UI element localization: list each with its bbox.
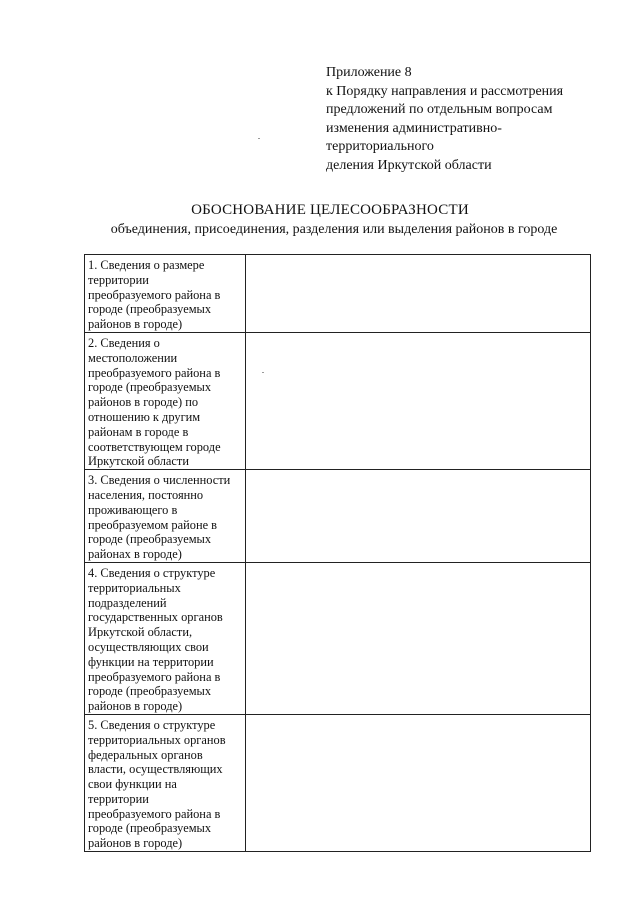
row-value-cell	[246, 255, 591, 333]
row-label-line: проживающего в	[88, 502, 178, 517]
row-label-cell	[85, 562, 246, 714]
row-label-line: подразделений	[88, 595, 167, 610]
table-row	[85, 562, 591, 714]
table-row	[85, 470, 591, 563]
row-label-line: государственных органов	[88, 610, 223, 625]
table-row	[85, 714, 591, 851]
row-label-line: 5. Сведения о структуре	[88, 717, 216, 732]
row-label-line: городе (преобразуемых	[88, 821, 212, 836]
appendix-line: к Порядку направления и рассмотрения	[326, 83, 564, 99]
row-label-line: районах в городе)	[88, 547, 182, 562]
row-label-line: городе (преобразуемых	[88, 684, 212, 699]
row-label-line: отношению к другим	[88, 409, 201, 424]
appendix-line: деления Иркутской области	[326, 157, 492, 173]
row-label-line: соответствующем городе	[88, 439, 221, 454]
appendix-header	[326, 64, 626, 176]
row-label-line: 2. Сведения о	[88, 335, 160, 350]
row-label-line: районов в городе)	[88, 699, 183, 714]
row-label-line: территориальных органов	[88, 732, 226, 747]
row-label-line: преобразуемого района в	[88, 669, 221, 684]
row-value-cell	[246, 470, 591, 563]
row-value-cell	[246, 714, 591, 851]
row-label-cell	[85, 470, 246, 563]
scan-speck	[262, 372, 264, 373]
row-label-line: осуществляющих свои	[88, 639, 209, 654]
table-row	[85, 255, 591, 333]
row-label-line: районам в городе в	[88, 424, 189, 439]
row-label-line: 3. Сведения о численности	[88, 473, 231, 488]
row-label-line: федеральных органов	[88, 747, 203, 762]
row-label-cell	[85, 255, 246, 333]
appendix-line: изменения административно-	[326, 120, 502, 136]
row-label-line: местоположении	[88, 350, 178, 365]
row-label-line: территории	[88, 791, 149, 806]
row-label-cell	[85, 332, 246, 469]
row-label-line: преобразуемого района в	[88, 806, 221, 821]
row-label-line: районов в городе) по	[88, 395, 199, 410]
row-label-line: районов в городе)	[88, 836, 183, 851]
appendix-line: территориального	[326, 139, 434, 155]
row-label-line: населения, постоянно	[88, 487, 204, 502]
row-label-line: Иркутской области	[88, 454, 189, 469]
table-row	[85, 332, 591, 469]
row-label-line: функции на территории	[88, 654, 214, 669]
row-label-line: власти, осуществляющих	[88, 762, 223, 777]
row-value-cell	[246, 332, 591, 469]
row-label-line: Иркутской области,	[88, 625, 193, 640]
row-label-line: преобразуемого района в	[88, 365, 221, 380]
row-label-line: городе (преобразуемых	[88, 302, 212, 317]
justification-table	[84, 254, 591, 852]
document-subtitle: объединения, присоединения, разделения или выделения районов в городе	[110, 222, 558, 237]
row-label-line: преобразуемом районе в	[88, 517, 218, 532]
row-label-line: территориальных	[88, 580, 181, 595]
row-label-line: преобразуемого района в	[88, 287, 221, 302]
scan-speck	[258, 138, 260, 139]
row-label-line: 1. Сведения о размере	[88, 258, 205, 272]
document-title: ОБОСНОВАНИЕ ЦЕЛЕСООБРАЗНОСТИ	[191, 202, 469, 218]
row-label-line: территории	[88, 272, 149, 287]
appendix-line: предложений по отдельным вопросам	[326, 102, 553, 118]
row-label-line: свои функции на	[88, 777, 177, 792]
row-label-line: городе (преобразуемых	[88, 380, 212, 395]
row-label-line: 4. Сведения о структуре	[88, 565, 216, 580]
appendix-line: Приложение 8	[326, 65, 412, 80]
row-label-line: городе (преобразуемых	[88, 532, 212, 547]
row-value-cell	[246, 562, 591, 714]
row-label-line: районов в городе)	[88, 317, 183, 332]
row-label-cell	[85, 714, 246, 851]
